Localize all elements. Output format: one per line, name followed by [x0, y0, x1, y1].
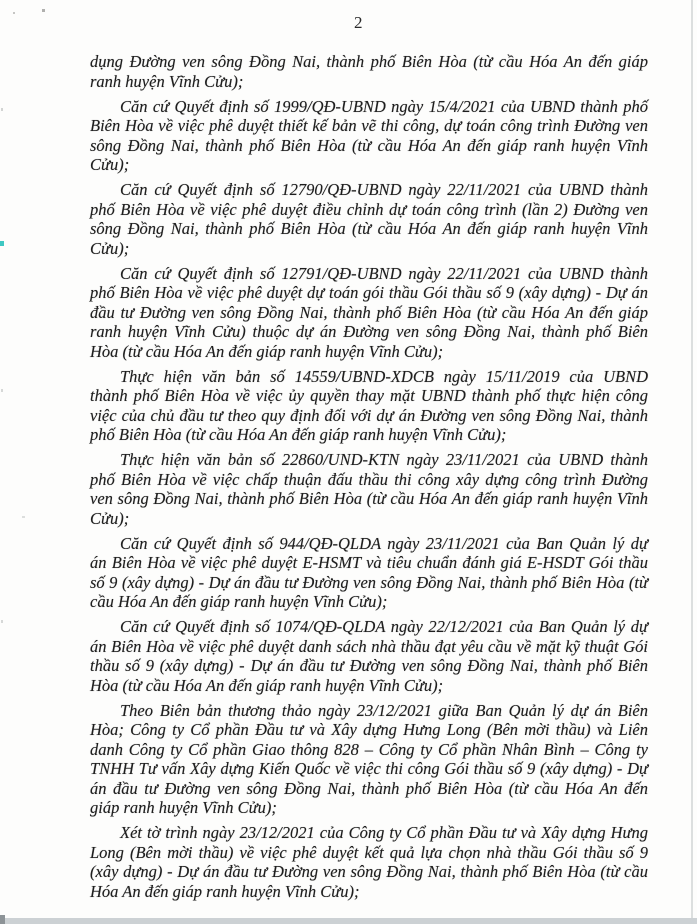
text-line: sông Đồng Nai, thành phố Biên Hòa (từ cầu Hóa An đến giáp ranh huyện Vĩnh [90, 219, 648, 238]
paragraph [90, 617, 648, 695]
text-line: Long (Bên mời thầu) về việc phê duyệt kết quả lựa chọn nhà thầu Gói thầu số 9 [90, 842, 648, 862]
text-line: Xét tờ trình ngày 23/12/2021 của Công ty Cổ phần Đầu tư và Xây dựng Hưng [120, 823, 648, 842]
text-line: ranh huyện Vĩnh Cửu) thuộc dự án Đường ven sông Đồng Nai, thành phố Biên [90, 322, 648, 341]
scan-edge-line [691, 0, 693, 924]
paragraph [90, 367, 648, 445]
scan-speck [1, 389, 3, 392]
text-line: sông Đồng Nai, thành phố Biên Hòa (từ cầu Hóa An đến giáp ranh huyện Vĩnh [90, 135, 648, 155]
paragraph [90, 180, 648, 258]
text-line: Hòa (từ cầu Hóa An đến giáp ranh huyện Vĩnh Cửu); [90, 341, 444, 361]
paragraph [90, 264, 648, 362]
paragraph [90, 52, 648, 91]
scan-speck [1, 620, 3, 623]
scan-speck [22, 516, 25, 518]
text-line: Thực hiện văn bản số 14559/UBND-XDCB ngày 15/11/2019 của UBND [120, 366, 648, 386]
text-line: phố Biên Hòa về việc chấp thuận đấu thầu thi công xây dựng công trình Đường [90, 469, 648, 489]
text-line: Hòa; Công ty Cổ phần Đầu tư và Xây dựng Hưng Long (Bên mời thầu) và Liên [90, 720, 648, 739]
paragraph [90, 450, 648, 528]
text-line: thành phố Biên Hòa về việc ủy quyền thay mặt UBND thành phố thực hiện công [90, 386, 648, 405]
text-line: (xây dựng) - Dự án đầu tư Đường ven sông Đồng Nai, thành phố Biên Hòa (từ cầu [90, 862, 648, 881]
page-number: 2 [354, 13, 363, 32]
text-line: Căn cứ Quyết định số 1074/QĐ-QLDA ngày 22/12/2021 của Ban Quản lý dự [120, 617, 648, 636]
text-line: Cửu); [90, 238, 130, 258]
text-line: việc của chủ đầu tư theo quy định đối với dự án Đường ven sông Đồng Nai, thành [90, 405, 648, 425]
paragraph [90, 97, 648, 175]
scan-speck [0, 241, 4, 246]
text-line: ven sông Đồng Nai, thành phố Biên Hòa (từ cầu Hóa An đến giáp ranh huyện Vĩnh [90, 489, 648, 508]
text-line: số 9 (xây dựng) - Dự án đầu tư Đường ven sông Đồng Nai, thành phố Biên Hòa (từ [90, 572, 648, 592]
scan-bottom-band [0, 918, 697, 924]
text-line: thầu số 9 (xây dựng) - Dự án đầu tư Đường ven sông Đồng Nai, thành phố Biên [90, 656, 648, 675]
paragraph [90, 534, 648, 612]
scan-speck [42, 9, 45, 12]
text-line: đầu tư Đường ven sông Đồng Nai, thành phố Biên Hòa (từ cầu Hóa An đến giáp [90, 302, 648, 322]
scan-speck [1, 108, 3, 111]
scan-bottom-corner-mark [0, 915, 5, 924]
text-line: phố Biên Hòa về việc phê duyệt điều chỉnh dự toán công trình (lần 2) Đường ven [90, 199, 648, 219]
text-line: án Biên Hòa về việc phê duyệt E-HSMT và tiêu chuẩn đánh giá E-HSDT Gói thầu [90, 553, 648, 572]
text-line: dụng Đường ven sông Đồng Nai, thành phố Biên Hòa (từ cầu Hóa An đến giáp [90, 52, 648, 71]
text-line: ranh huyện Vĩnh Cửu); [90, 71, 244, 91]
text-line: Căn cứ Quyết định số 12790/QĐ-UBND ngày 22/11/2021 của UBND thành [120, 180, 648, 199]
paragraph [90, 823, 648, 901]
paragraph [90, 701, 648, 818]
text-line: phố Biên Hòa (từ cầu Hóa An đến giáp ranh huyện Vĩnh Cửu); [90, 425, 507, 444]
text-line: cầu Hóa An đến giáp ranh huyện Vĩnh Cửu); [90, 592, 388, 611]
text-line: phố Biên Hòa về việc phê duyệt dự toán gói thầu Gói thầu số 9 (xây dựng) - Dự án [90, 283, 648, 302]
text-line: Cửu); [90, 155, 130, 174]
text-line: Căn cứ Quyết định số 12791/QĐ-UBND ngày 22/11/2021 của UBND thành [120, 263, 648, 283]
text-line: Căn cứ Quyết định số 944/QĐ-QLDA ngày 23/11/2021 của Ban Quản lý dự [120, 533, 648, 553]
text-line: án Biên Hòa về việc phê duyệt danh sách nhà thầu đạt yêu cầu về mặt kỹ thuật Gói [90, 636, 648, 656]
text-line: Hòa (từ cầu Hóa An đến giáp ranh huyện Vĩnh Cửu); [90, 675, 444, 695]
text-line: Biên Hòa về việc phê duyệt thiết kế bản vẽ thi công, dự toán công trình Đường ven [90, 116, 648, 135]
text-line: Thực hiện văn bản số 22860/UND-KTN ngày 23/11/2021 của UBND thành [120, 450, 648, 469]
text-line: Hóa An đến giáp ranh huyện Vĩnh Cửu); [90, 881, 360, 901]
text-line: Cửu); [90, 508, 130, 528]
document-body [90, 52, 648, 907]
text-line: Căn cứ Quyết định số 1999/QĐ-UBND ngày 15/4/2021 của UBND thành phố [120, 96, 648, 116]
text-line: danh Công ty Cổ phần Giao thông 828 – Công ty Cổ phần Nhân Bình – Công ty [90, 739, 648, 759]
text-line: TNHH Tư vấn Xây dựng Kiến Quốc về việc thi công Gói thầu số 9 (xây dựng) - Dự [90, 759, 648, 778]
text-line: giáp ranh huyện Vĩnh Cửu); [90, 798, 277, 817]
text-line: án đầu tư Đường ven sông Đồng Nai, thành phố Biên Hòa (từ cầu Hóa An đến [90, 778, 648, 798]
text-line: Theo Biên bản thương thảo ngày 23/12/2021 giữa Ban Quản lý dự án Biên [120, 700, 648, 720]
scan-speck [13, 12, 15, 14]
